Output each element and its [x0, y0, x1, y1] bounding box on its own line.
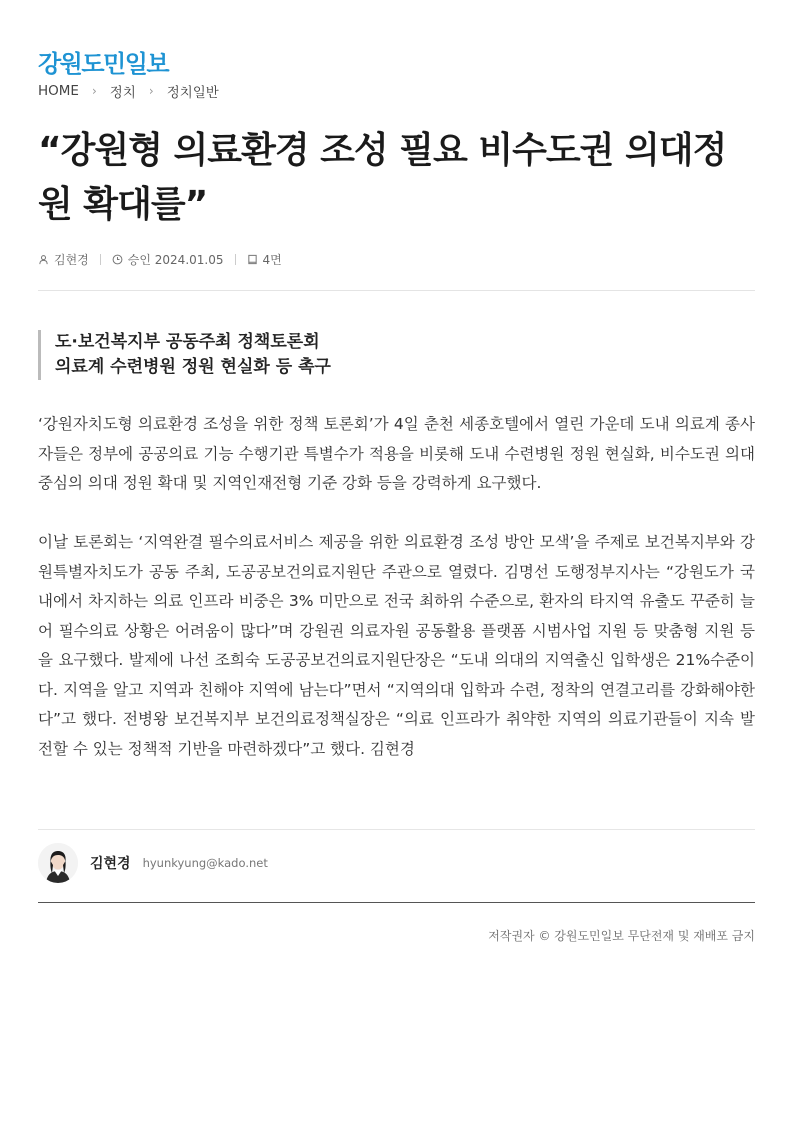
meta-page-number: 4면: [262, 253, 282, 267]
newspaper-icon: [247, 254, 258, 265]
article-body: [38, 410, 755, 794]
person-icon: [38, 254, 49, 265]
author-email[interactable]: hyunkyung@kado.net: [142, 856, 268, 870]
header-divider: [38, 290, 755, 291]
chevron-right-icon: ›: [148, 84, 154, 98]
meta-author: [38, 251, 89, 268]
author-name[interactable]: 김현경: [90, 856, 131, 872]
meta-approved: [112, 251, 224, 268]
meta-page: [247, 251, 282, 268]
breadcrumb: [38, 81, 219, 101]
chevron-right-icon: ›: [91, 84, 97, 98]
footer-divider: [38, 902, 755, 903]
avatar[interactable]: [38, 843, 78, 883]
meta-approved-date: 승인 2024.01.05: [127, 253, 224, 267]
article-meta: [38, 251, 282, 268]
article-subheading: [38, 330, 331, 380]
meta-divider: [235, 254, 236, 265]
site-logo[interactable]: 강원도민일보: [38, 50, 169, 78]
meta-author-name[interactable]: 김현경: [54, 253, 89, 267]
article-paragraph: ‘강원자치도형 의료환경 조성을 위한 정책 토론회’가 4일 춘천 세종호텔에서 열린 가운데 도내 의료계 종사자들은 정부에 공공의료 기능 수행기관 특별수가 적용을 비롯해 도내 수련병원 정원 현실화, 비수도권 의대 중심의 의대 정원 확대 및 지역인재전형 기준 강화 등을 강력하게 요구했다.: [38, 415, 755, 492]
subheading-line: 도·보건복지부 공동주최 정책토론회: [55, 332, 320, 352]
meta-divider: [100, 254, 101, 265]
article-paragraph: 이날 토론회는 ‘지역완결 필수의료서비스 제공을 위한 의료환경 조성 방안 모색’을 주제로 보건복지부와 강원특별자치도가 공동 주최, 도공공보건의료지원단 주관으로 열렸다. 김명선 도행정부지사는 “강원도가 국내에서 차지하는 의료 인프라 비중은 3% 미만으로 전국 최하위 수준으로, 환자의 타지역 유출도 꾸준히 늘어 필수의료 상황은 어려움이 많다”며 강원권 의료자원 공동활용 플랫폼 시범사업 지원 등 맞춤형 지원 등을 요구했다. 발제에 나선 조희숙 도공공보건의료지원단장은 “도내 의대의 지역출신 입학생은 21%수준이다. 지역을 알고 지역과 친해야 지역에 남는다”면서 “지역의대 입학과 수련, 정착의 연결고리를 강화해야한다”고 했다. 전병왕 보건복지부 보건의료정책실장은 “의료 인프라가 취약한 지역의 의료기관들이 지속 발전할 수 있는 정책적 기반을 마련하겠다”고 했다. 김현경: [38, 533, 755, 758]
author-photo: [38, 843, 78, 883]
breadcrumb-subsection[interactable]: 정치일반: [166, 85, 219, 101]
breadcrumb-section[interactable]: 정치: [109, 85, 136, 101]
author-box: [38, 843, 268, 883]
clock-icon: [112, 254, 123, 265]
copyright-notice: 저작권자 © 강원도민일보 무단전재 및 재배포 금지: [488, 929, 755, 943]
author-box-divider: [38, 829, 755, 830]
subheading-line: 의료계 수련병원 정원 현실화 등 촉구: [55, 357, 331, 377]
breadcrumb-home[interactable]: HOME: [38, 83, 79, 99]
article-title: “강원형 의료환경 조성 필요 비수도권 의대정원 확대를”: [38, 130, 727, 225]
